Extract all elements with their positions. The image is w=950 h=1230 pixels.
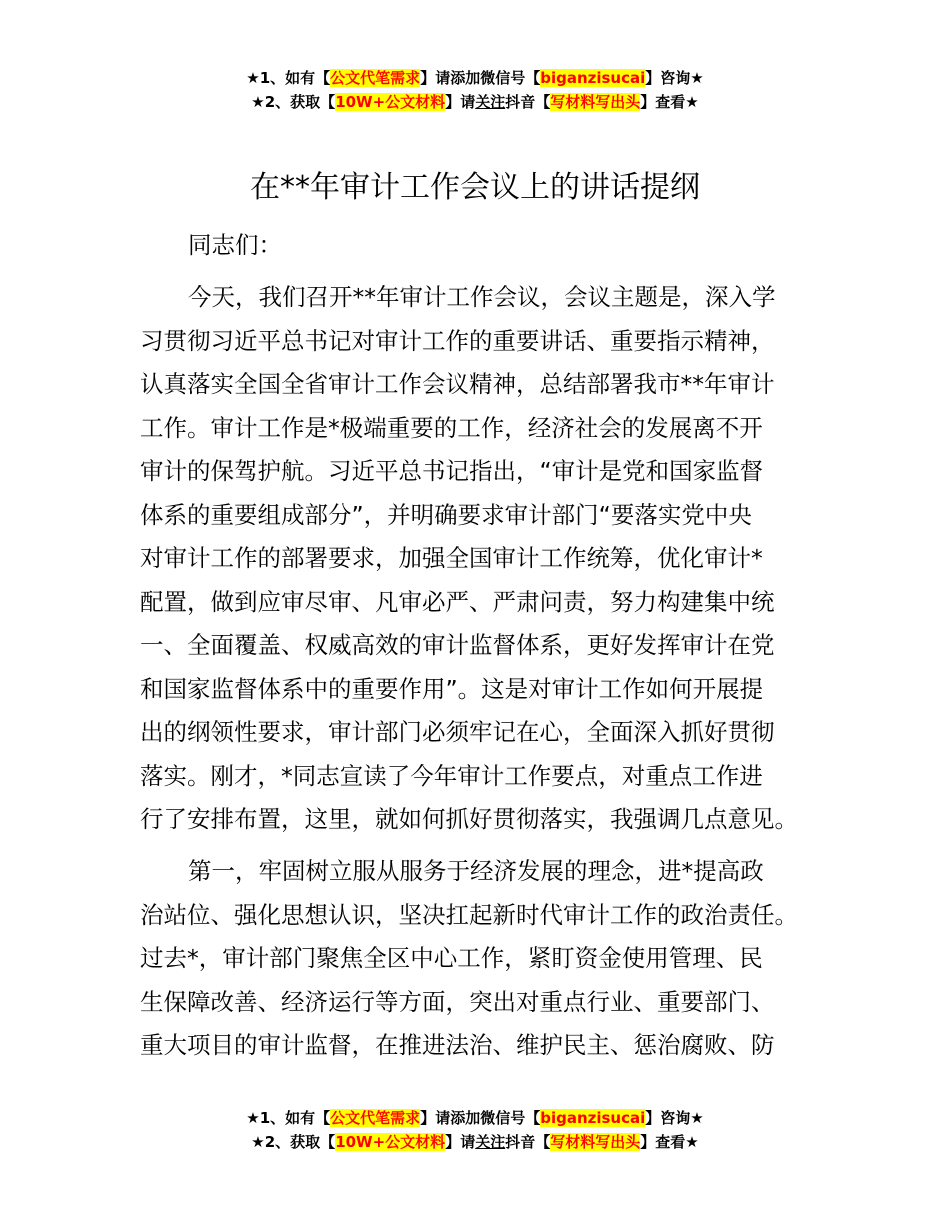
banner-underlined: 关注 <box>475 93 506 111</box>
banner-highlight: 写材料写出头 <box>550 1133 641 1151</box>
text-line: 体系的重要组成部分”，并明确要求审计部门“要落实党中央 <box>140 500 752 529</box>
text-line: 一、全面覆盖、权威高效的审计监督体系，更好发挥审计在党 <box>140 631 775 659</box>
banner-text: 】请添加微信号【 <box>420 69 541 87</box>
banner-underlined: 关注 <box>475 1133 506 1151</box>
banner-text: 抖音【 <box>505 93 551 111</box>
banner-highlight: 写材料写出头 <box>550 93 641 111</box>
banner-text: ★2、获取【 <box>251 93 336 111</box>
text-line: 和国家监督体系中的重要作用”。这是对审计工作如何开展提 <box>140 674 764 703</box>
banner-line-1 <box>0 66 950 90</box>
banner-line-2 <box>0 1130 950 1154</box>
salutation: 同志们： <box>188 231 282 259</box>
banner-wechat-id: biganzisucai <box>540 1109 646 1127</box>
banner-text: ★1、如有【 <box>246 69 331 87</box>
text-line: 配置，做到应审尽审、凡审必严、严肃问责，努力构建集中统 <box>140 587 775 616</box>
paragraph-2 <box>140 850 820 1068</box>
banner-text: 】请 <box>445 1133 476 1151</box>
banner-line-1 <box>0 1106 950 1130</box>
text-line: 认真落实全国全省审计工作会议精神，总结部署我市**年审计 <box>140 370 775 398</box>
text-line: 出的纲领性要求，审计部门必须牢记在心，全面深入抓好贯彻 <box>140 718 775 746</box>
banner-text: 】查看★ <box>640 93 699 111</box>
banner-highlight: 公文代笔需求 <box>330 69 421 87</box>
text-line: 审计的保驾护航。习近平总书记指出，“审计是党和国家监督 <box>140 457 764 485</box>
banner-wechat-id: biganzisucai <box>540 69 646 87</box>
text-line: 过去*，审计部门聚焦全区中心工作，紧盯资金使用管理、民 <box>140 944 763 972</box>
text-line: 工作。审计工作是*极端重要的工作，经济社会的发展离不开 <box>140 413 763 442</box>
text-line: 第一，牢固树立服从服务于经济发展的理念，进*提高政 <box>188 857 764 885</box>
banner-text: 】查看★ <box>640 1133 699 1151</box>
banner-highlight: 10W+公文材料 <box>335 1133 446 1151</box>
banner-text: 】请添加微信号【 <box>420 1109 541 1127</box>
text-line: 今天，我们召开**年审计工作会议，会议主题是，深入学 <box>188 283 776 311</box>
text-line: 治站位、强化思想认识，坚决扛起新时代审计工作的政治责任。 <box>140 900 798 929</box>
banner-line-2 <box>0 90 950 114</box>
banner-text: 抖音【 <box>505 1133 551 1151</box>
banner-text: 】请 <box>445 93 476 111</box>
text-line: 落实。刚才，*同志宣读了今年审计工作要点，对重点工作进 <box>140 761 763 790</box>
text-line: 对审计工作的部署要求，加强全国审计工作统筹，优化审计* <box>140 544 763 572</box>
text-line: 生保障改善、经济运行等方面，突出对重点行业、重要部门、 <box>140 987 775 1016</box>
document-title: 在**年审计工作会议上的讲话提纲 <box>250 170 700 205</box>
banner-text: 】咨询★ <box>645 1109 704 1127</box>
text-line: 重大项目的审计监督，在推进法治、维护民主、惩治腐败、防 <box>140 1031 775 1059</box>
banner-highlight: 10W+公文材料 <box>335 93 446 111</box>
banner-text: ★2、获取【 <box>251 1133 336 1151</box>
banner-text: ★1、如有【 <box>246 1109 331 1127</box>
footer-banner <box>0 1106 950 1154</box>
banner-text: 】咨询★ <box>645 69 704 87</box>
text-line: 行了安排布置，这里，就如何抓好贯彻落实，我强调几点意见。 <box>140 805 798 833</box>
banner-highlight: 公文代笔需求 <box>330 1109 421 1127</box>
text-line: 习贯彻习近平总书记对审计工作的重要讲话、重要指示精神， <box>140 326 775 355</box>
paragraph-1 <box>140 276 820 842</box>
header-banner <box>0 66 950 114</box>
